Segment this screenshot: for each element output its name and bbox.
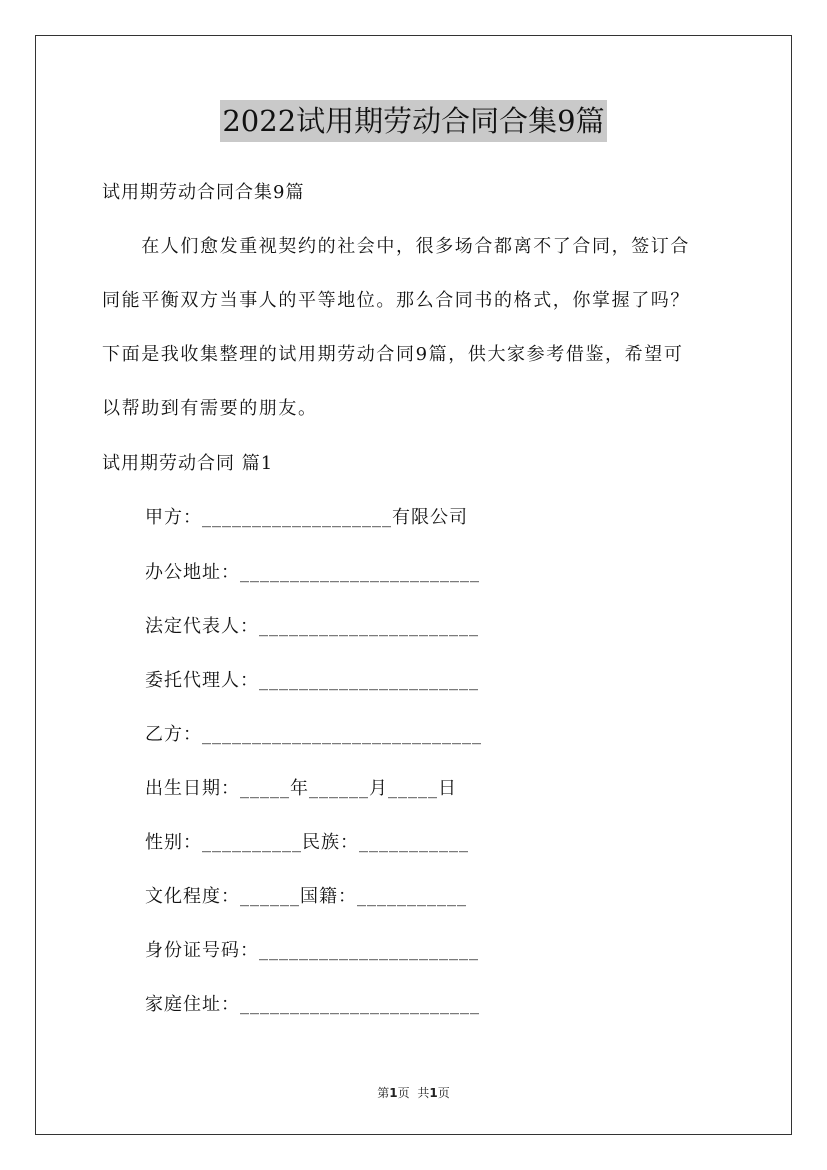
- field-agent: 委托代理人：______________________: [145, 670, 479, 691]
- field-birth-date: 出生日期：_____年______月_____日: [145, 778, 457, 799]
- footer-total-prefix: 共: [417, 1086, 430, 1100]
- footer-page-number: 1: [389, 1086, 398, 1100]
- footer-page-suffix: 页: [397, 1086, 410, 1100]
- intro-line-3: 下面是我收集整理的试用期劳动合同9篇，供大家参考借鉴，希望可: [102, 344, 684, 365]
- intro-line-4: 以帮助到有需要的朋友。: [102, 398, 318, 419]
- footer-total-number: 1: [429, 1086, 438, 1100]
- field-party-a: 甲方：___________________有限公司: [145, 507, 468, 528]
- field-id-number: 身份证号码：______________________: [145, 940, 479, 961]
- field-education-nationality: 文化程度：______国籍：___________: [145, 886, 467, 907]
- field-party-b: 乙方：____________________________: [145, 724, 482, 745]
- footer-total-suffix: 页: [437, 1086, 450, 1100]
- intro-line-2: 同能平衡双方当事人的平等地位。那么合同书的格式，你掌握了吗？: [102, 290, 690, 311]
- field-legal-representative: 法定代表人：______________________: [145, 616, 479, 637]
- title-container: [0, 100, 827, 142]
- document-subtitle: 试用期劳动合同合集9篇: [102, 182, 305, 203]
- intro-line-1: 在人们愈发重视契约的社会中，很多场合都离不了合同，签订合: [102, 236, 690, 257]
- section-heading: 试用期劳动合同 篇1: [102, 453, 274, 474]
- footer-page-prefix: 第: [377, 1086, 390, 1100]
- field-office-address: 办公地址：________________________: [145, 562, 480, 583]
- field-gender-ethnicity: 性别：__________民族：___________: [145, 832, 469, 853]
- field-home-address: 家庭住址：________________________: [145, 994, 480, 1015]
- document-title: 2022试用期劳动合同合集9篇: [220, 100, 606, 142]
- page-footer: [0, 1084, 827, 1101]
